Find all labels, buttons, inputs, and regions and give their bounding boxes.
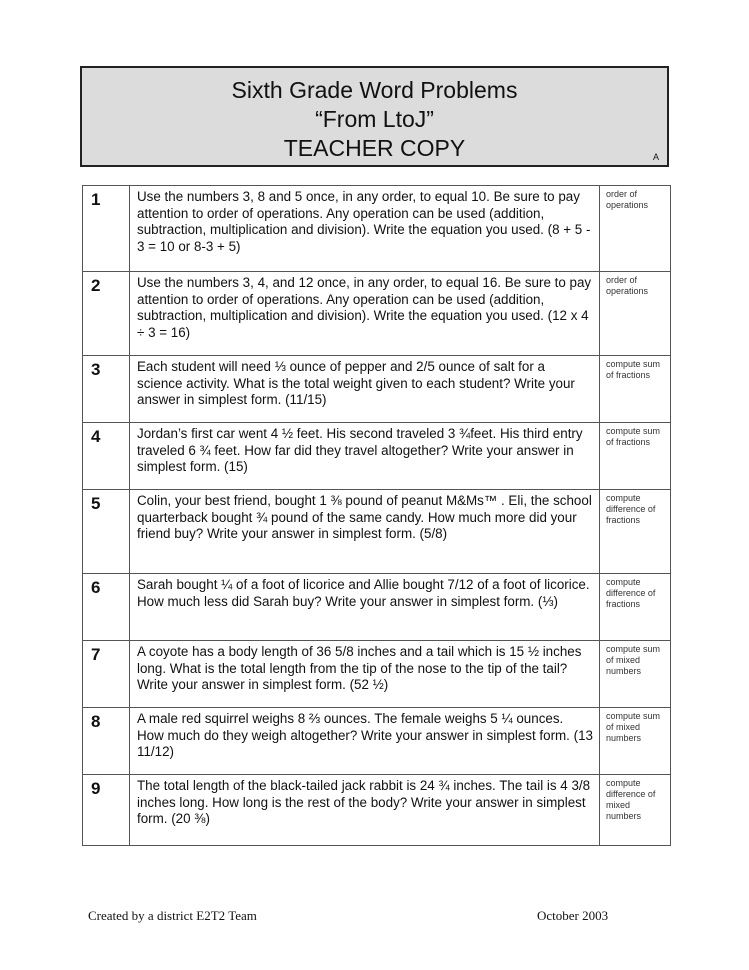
problem-row xyxy=(83,423,671,490)
problem-text: Use the numbers 3, 4, and 12 once, in any order, to equal 16. Be sure to pay attention to order of operations. Any operation can be used (addition, subtraction, multiplication and division). Write the equation you used. (12 x 4 ÷ 3 = 16) xyxy=(130,272,600,356)
problem-number: 6 xyxy=(83,574,130,641)
problem-row xyxy=(83,641,671,708)
problem-number: 9 xyxy=(83,775,130,846)
problem-skill-tag: order of operations xyxy=(600,272,671,356)
page-title: Sixth Grade Word Problems xyxy=(231,77,518,103)
problem-number: 3 xyxy=(83,356,130,423)
problem-row xyxy=(83,272,671,356)
problem-skill-tag: compute difference of fractions xyxy=(600,574,671,641)
page-subtitle: “From LtoJ” xyxy=(315,106,434,132)
problem-text: Colin, your best friend, bought 1 ⅜ pound of peanut M&Ms™ . Eli, the school quarterback bought ¾ pound of the same candy. How much more did your friend buy? Write your answer in simplest form. (5/8) xyxy=(130,490,600,574)
problem-text: A coyote has a body length of 36 5/8 inches and a tail which is 15 ½ inches long. What is the total length from the tip of the nose to the tip of the tail? Write your answer in simplest form. (52 ½) xyxy=(130,641,600,708)
version-tag: A xyxy=(652,152,659,162)
problem-row xyxy=(83,708,671,775)
problem-text: The total length of the black-tailed jack rabbit is 24 ¾ inches. The tail is 4 3/8 inches long. How long is the rest of the body? Write your answer in simplest form. (20 ⅜) xyxy=(130,775,600,846)
footer-date: October 2003 xyxy=(537,908,609,923)
copy-label: TEACHER COPY xyxy=(283,135,466,161)
problem-row xyxy=(83,490,671,574)
problem-number: 2 xyxy=(83,272,130,356)
problem-skill-tag: compute sum of fractions xyxy=(600,423,671,490)
problems-table xyxy=(82,185,671,846)
problem-skill-tag: order of operations xyxy=(600,186,671,272)
problem-skill-tag: compute sum of mixed numbers xyxy=(600,708,671,775)
footer-credit: Created by a district E2T2 Team xyxy=(88,908,257,923)
problem-skill-tag: compute sum of fractions xyxy=(600,356,671,423)
problem-text: Each student will need ⅓ ounce of pepper and 2/5 ounce of salt for a science activity. What is the total weight given to each student? Write your answer in simplest form. (11/15) xyxy=(130,356,600,423)
problem-text: Sarah bought ¼ of a foot of licorice and Allie bought 7/12 of a foot of licorice. How much less did Sarah buy? Write your answer in simplest form. (⅓) xyxy=(130,574,600,641)
problem-number: 4 xyxy=(83,423,130,490)
problem-text: A male red squirrel weighs 8 ⅔ ounces. The female weighs 5 ¼ ounces. How much do they weigh altogether? Write your answer in simplest form. (13 11/12) xyxy=(130,708,600,775)
problem-row xyxy=(83,356,671,423)
problem-skill-tag: compute difference of fractions xyxy=(600,490,671,574)
problem-number: 5 xyxy=(83,490,130,574)
problem-number: 1 xyxy=(83,186,130,272)
problem-row xyxy=(83,574,671,641)
problem-skill-tag: compute difference of mixed numbers xyxy=(600,775,671,846)
problem-number: 7 xyxy=(83,641,130,708)
problem-row xyxy=(83,186,671,272)
problem-text: Use the numbers 3, 8 and 5 once, in any order, to equal 10. Be sure to pay attention to order of operations. Any operation can be used (addition, subtraction, multiplication and division). Write the equation you used. (8 + 5 - 3 = 10 or 8-3 + 5) xyxy=(130,186,600,272)
problem-row xyxy=(83,775,671,846)
title-box xyxy=(80,66,669,167)
problem-skill-tag: compute sum of mixed numbers xyxy=(600,641,671,708)
problem-text: Jordan’s first car went 4 ½ feet. His second traveled 3 ¾feet. His third entry traveled 6 ¾ feet. How far did they travel altogether? Write your answer in simplest form. (15) xyxy=(130,423,600,490)
problem-number: 8 xyxy=(83,708,130,775)
